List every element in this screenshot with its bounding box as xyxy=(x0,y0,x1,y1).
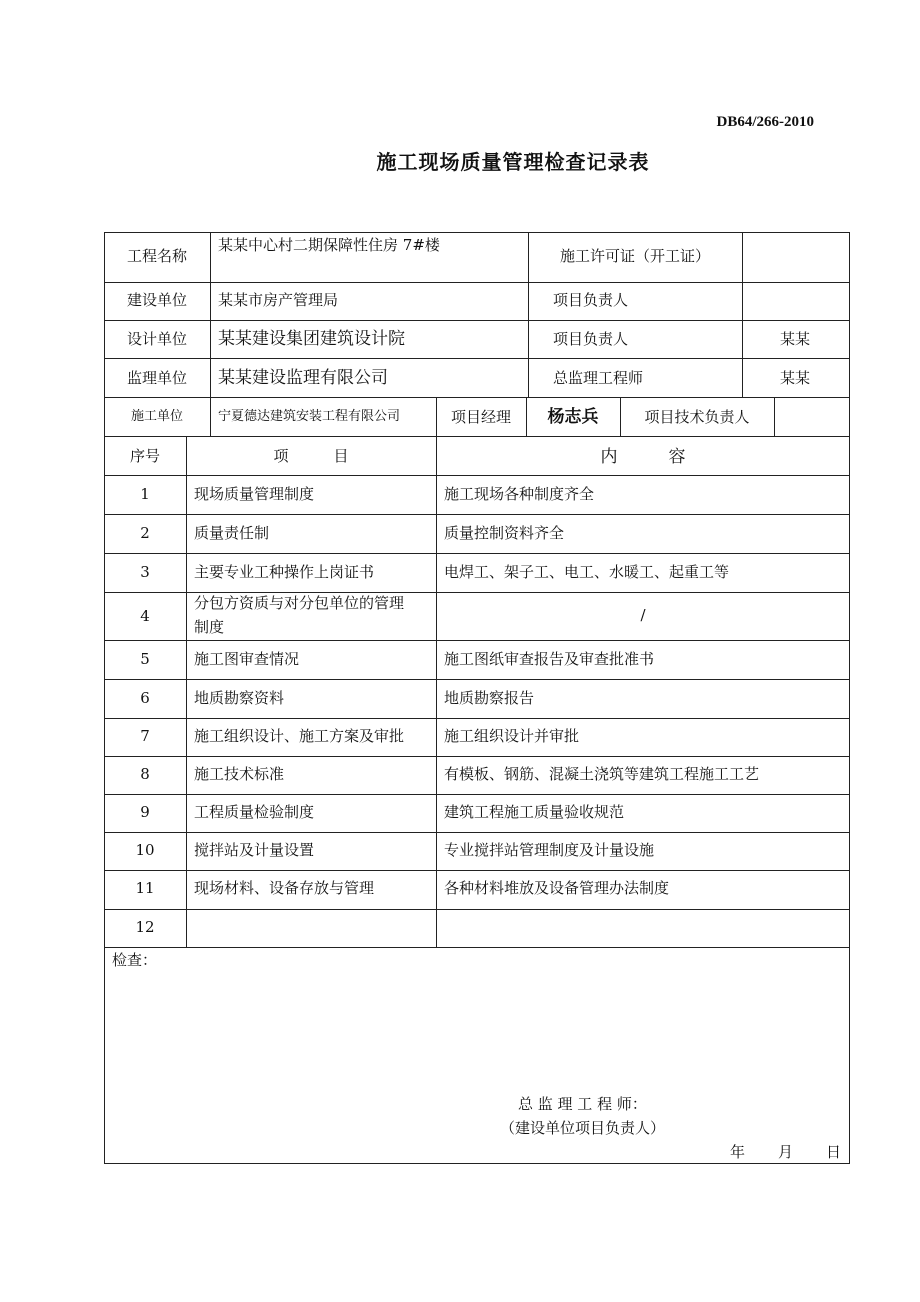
designer-label: 设计单位 xyxy=(126,330,187,348)
row-item: 地质勘察资料 xyxy=(194,689,285,707)
row-seq: 9 xyxy=(140,803,150,821)
date-year: 年 xyxy=(730,1143,746,1161)
supervisor-label: 监理单位 xyxy=(126,369,187,387)
row-item-line2: 制度 xyxy=(194,618,225,636)
designer-lead-label: 项目负责人 xyxy=(553,330,629,348)
row-content: 各种材料堆放及设备管理办法制度 xyxy=(444,879,670,897)
pm-value: 杨志兵 xyxy=(547,407,599,427)
row-content: 施工图纸审查报告及审查批准书 xyxy=(444,650,655,668)
row-item: 主要专业工种操作上岗证书 xyxy=(194,563,375,581)
row-content: 施工现场各种制度齐全 xyxy=(444,485,595,503)
row-seq: 10 xyxy=(135,841,155,859)
row-seq: 1 xyxy=(140,485,150,503)
chief-engineer-value: 某某 xyxy=(780,369,811,387)
header-content: 内 容 xyxy=(600,447,686,467)
designer-value: 某某建设集团建筑设计院 xyxy=(218,329,405,349)
row-item: 施工组织设计、施工方案及审批 xyxy=(194,727,405,745)
row-item-line1: 分包方资质与对分包单位的管理 xyxy=(194,594,405,612)
project-name-value: 某某中心村二期保障性住房 7#楼 xyxy=(218,236,440,254)
row-item: 现场质量管理制度 xyxy=(194,485,315,503)
row-content: 有模板、钢筋、混凝土浇筑等建筑工程施工工艺 xyxy=(444,765,760,783)
header-seq: 序号 xyxy=(129,447,160,465)
page-title: 施工现场质量管理检查记录表 xyxy=(376,150,650,174)
supervisor-value: 某某建设监理有限公司 xyxy=(218,368,388,388)
builder-label: 建设单位 xyxy=(126,291,187,309)
builder-lead-label: 项目负责人 xyxy=(553,291,629,309)
contractor-label: 施工单位 xyxy=(130,409,183,424)
row-content: 建筑工程施工质量验收规范 xyxy=(444,803,625,821)
chief-engineer-label: 总监理工程师 xyxy=(553,369,644,387)
signer-label: 总 监 理 工 程 师： xyxy=(518,1095,647,1113)
row-content: 施工组织设计并审批 xyxy=(444,727,580,745)
row-seq: 8 xyxy=(140,765,150,783)
row-item: 搅拌站及计量设置 xyxy=(194,841,315,859)
row-seq: 5 xyxy=(140,650,150,668)
contractor-value: 宁夏德达建筑安装工程有限公司 xyxy=(218,409,401,424)
permit-label: 施工许可证（开工证） xyxy=(559,247,710,265)
header-item: 项 目 xyxy=(273,447,349,465)
row-content: 质量控制资料齐全 xyxy=(444,524,565,542)
tech-lead-label: 项目技术负责人 xyxy=(644,408,750,426)
standard-code: DB64/266-2010 xyxy=(716,114,814,130)
builder-value: 某某市房产管理局 xyxy=(218,291,339,309)
date-month: 月 xyxy=(778,1143,794,1161)
row-item: 施工图审查情况 xyxy=(194,650,300,668)
inspection-label: 检查： xyxy=(112,951,158,969)
row-item: 质量责任制 xyxy=(194,524,270,542)
row-seq: 7 xyxy=(140,727,150,745)
project-name-label: 工程名称 xyxy=(126,247,187,265)
row-content: 电焊工、架子工、电工、水暖工、起重工等 xyxy=(444,563,730,581)
row-item: 施工技术标准 xyxy=(194,765,285,783)
row-content: / xyxy=(640,606,646,624)
row-seq: 3 xyxy=(140,563,150,581)
pm-label: 项目经理 xyxy=(450,408,511,426)
row-item: 现场材料、设备存放与管理 xyxy=(194,879,375,897)
row-seq: 11 xyxy=(135,879,155,897)
row-seq: 4 xyxy=(140,607,150,625)
row-seq: 6 xyxy=(140,689,150,707)
signer-sub: （建设单位项目负责人） xyxy=(500,1119,666,1137)
row-content: 地质勘察报告 xyxy=(444,689,535,707)
date-day: 日 xyxy=(826,1143,842,1161)
row-content: 专业搅拌站管理制度及计量设施 xyxy=(444,841,655,859)
row-item: 工程质量检验制度 xyxy=(194,803,315,821)
designer-lead-value: 某某 xyxy=(780,330,811,348)
row-seq: 2 xyxy=(140,524,150,542)
row-seq: 12 xyxy=(135,918,155,936)
